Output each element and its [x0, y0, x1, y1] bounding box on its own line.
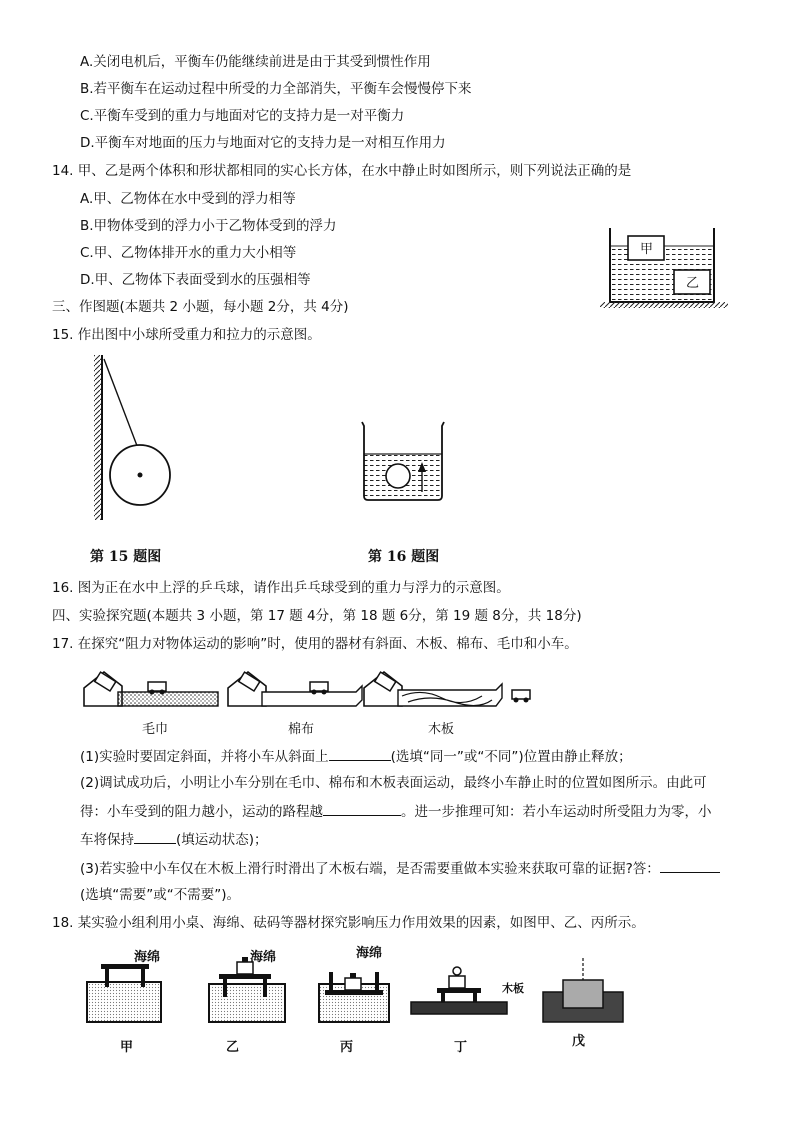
q15-stem: 15. 作出图中小球所受重力和拉力的示意图。 [52, 327, 321, 343]
q14-stem: 14. 甲、乙是两个体积和形状都相同的实心长方体，在水中静止时如图所示，则下列说法正确的是 [52, 163, 632, 179]
q18-sponge-label-3: 海绵 [356, 946, 383, 961]
q13-option-d: D.平衡车对地面的压力与地面对它的支持力是一对相互作用力 [80, 135, 446, 151]
q14-figure [600, 222, 740, 312]
section3-heading: 三、作图题(本题共 2 小题，每小题 2分，共 4分) [52, 299, 349, 315]
q17-stem: 17. 在探究“阻力对物体运动的影响”时，使用的器材有斜面、木板、棉布、毛巾和小车。 [52, 636, 578, 652]
q15-figure [90, 355, 200, 525]
q17-part3-line2: (选填“需要”或“不需要”)。 [80, 887, 241, 903]
section4-heading: 四、实验探究题(本题共 3 小题，第 17 题 4分，第 18 题 6分，第 19 题 8分，共 18分) [52, 608, 582, 624]
q17-part1 [80, 746, 632, 767]
q14-label-jia: 甲 [640, 242, 654, 257]
q18-board-label: 木板 [502, 982, 524, 995]
q17-figure [82, 666, 542, 716]
q18-fig-label-jia: 甲 [120, 1040, 134, 1055]
q16-figure [358, 418, 458, 518]
q17-part2-text-b: 得：小车受到的阻力越小，运动的路程越 [80, 804, 323, 820]
q13-option-a: A.关闭电机后，平衡车仍能继续前进是由于其受到惯性作用 [80, 54, 431, 70]
q17-label-cotton: 棉布 [288, 722, 315, 737]
q17-part2-text-e: (填运动状态)； [176, 832, 268, 848]
q14-option-b: B.甲物体受到的浮力小于乙物体受到的浮力 [80, 218, 337, 234]
q17-part2-line2 [80, 801, 712, 822]
q17-part2-line3 [80, 829, 268, 850]
fig16-caption: 第 16 题图 [368, 549, 440, 565]
q17-blank-4[interactable] [660, 858, 720, 873]
q13-option-b: B.若平衡车在运动过程中所受的力全部消失，平衡车会慢慢停下来 [80, 81, 472, 97]
q17-label-towel: 毛巾 [142, 722, 169, 737]
q18-fig-label-ding: 丁 [454, 1040, 468, 1055]
fig15-caption: 第 15 题图 [90, 549, 162, 565]
q18-stem: 18. 某实验小组利用小桌、海绵、砝码等器材探究影响压力作用效果的因素，如图甲、乙、丙所示。 [52, 915, 645, 931]
q17-blank-1[interactable] [329, 746, 391, 761]
q18-figure [85, 950, 645, 1030]
q17-part1-text-b: (选填“同一”或“不同”)位置由静止释放； [390, 749, 632, 765]
q17-part1-text-a: (1)实验时要固定斜面，并将小车从斜面上 [80, 749, 329, 765]
q18-fig-label-bing: 丙 [340, 1040, 354, 1055]
q14-label-yi: 乙 [686, 276, 700, 291]
q18-fig-label-wu: 戊 [572, 1034, 586, 1049]
q14-option-d: D.甲、乙物体下表面受到水的压强相等 [80, 272, 311, 288]
q16-stem: 16. 图为正在水中上浮的乒乓球，请作出乒乓球受到的重力与浮力的示意图。 [52, 580, 510, 596]
q17-blank-3[interactable] [134, 829, 176, 844]
q14-option-a: A.甲、乙物体在水中受到的浮力相等 [80, 191, 296, 207]
q17-part2-text-c: 。进一步推理可知：若小车运动时所受阻力为零，小 [401, 804, 712, 820]
q14-option-c: C.甲、乙物体排开水的重力大小相等 [80, 245, 297, 261]
q17-label-wood: 木板 [428, 722, 455, 737]
q17-blank-2[interactable] [323, 801, 401, 816]
q17-part3-line1 [80, 858, 720, 879]
q13-option-c: C.平衡车受到的重力与地面对它的支持力是一对平衡力 [80, 108, 405, 124]
q17-part3-text-a: (3)若实验中小车仅在木板上滑行时滑出了木板右端，是否需要重做本实验来获取可靠的证据?答： [80, 861, 660, 877]
q17-part2-text-d: 车将保持 [80, 832, 134, 848]
q18-fig-label-yi: 乙 [226, 1040, 240, 1055]
q18-sponge-label-1: 海绵 [134, 950, 161, 965]
q18-sponge-label-2: 海绵 [250, 950, 277, 965]
q17-part2-line1: (2)调试成功后，小明让小车分别在毛巾、棉布和木板表面运动，最终小车静止时的位置如图所示。由此可 [80, 775, 707, 791]
